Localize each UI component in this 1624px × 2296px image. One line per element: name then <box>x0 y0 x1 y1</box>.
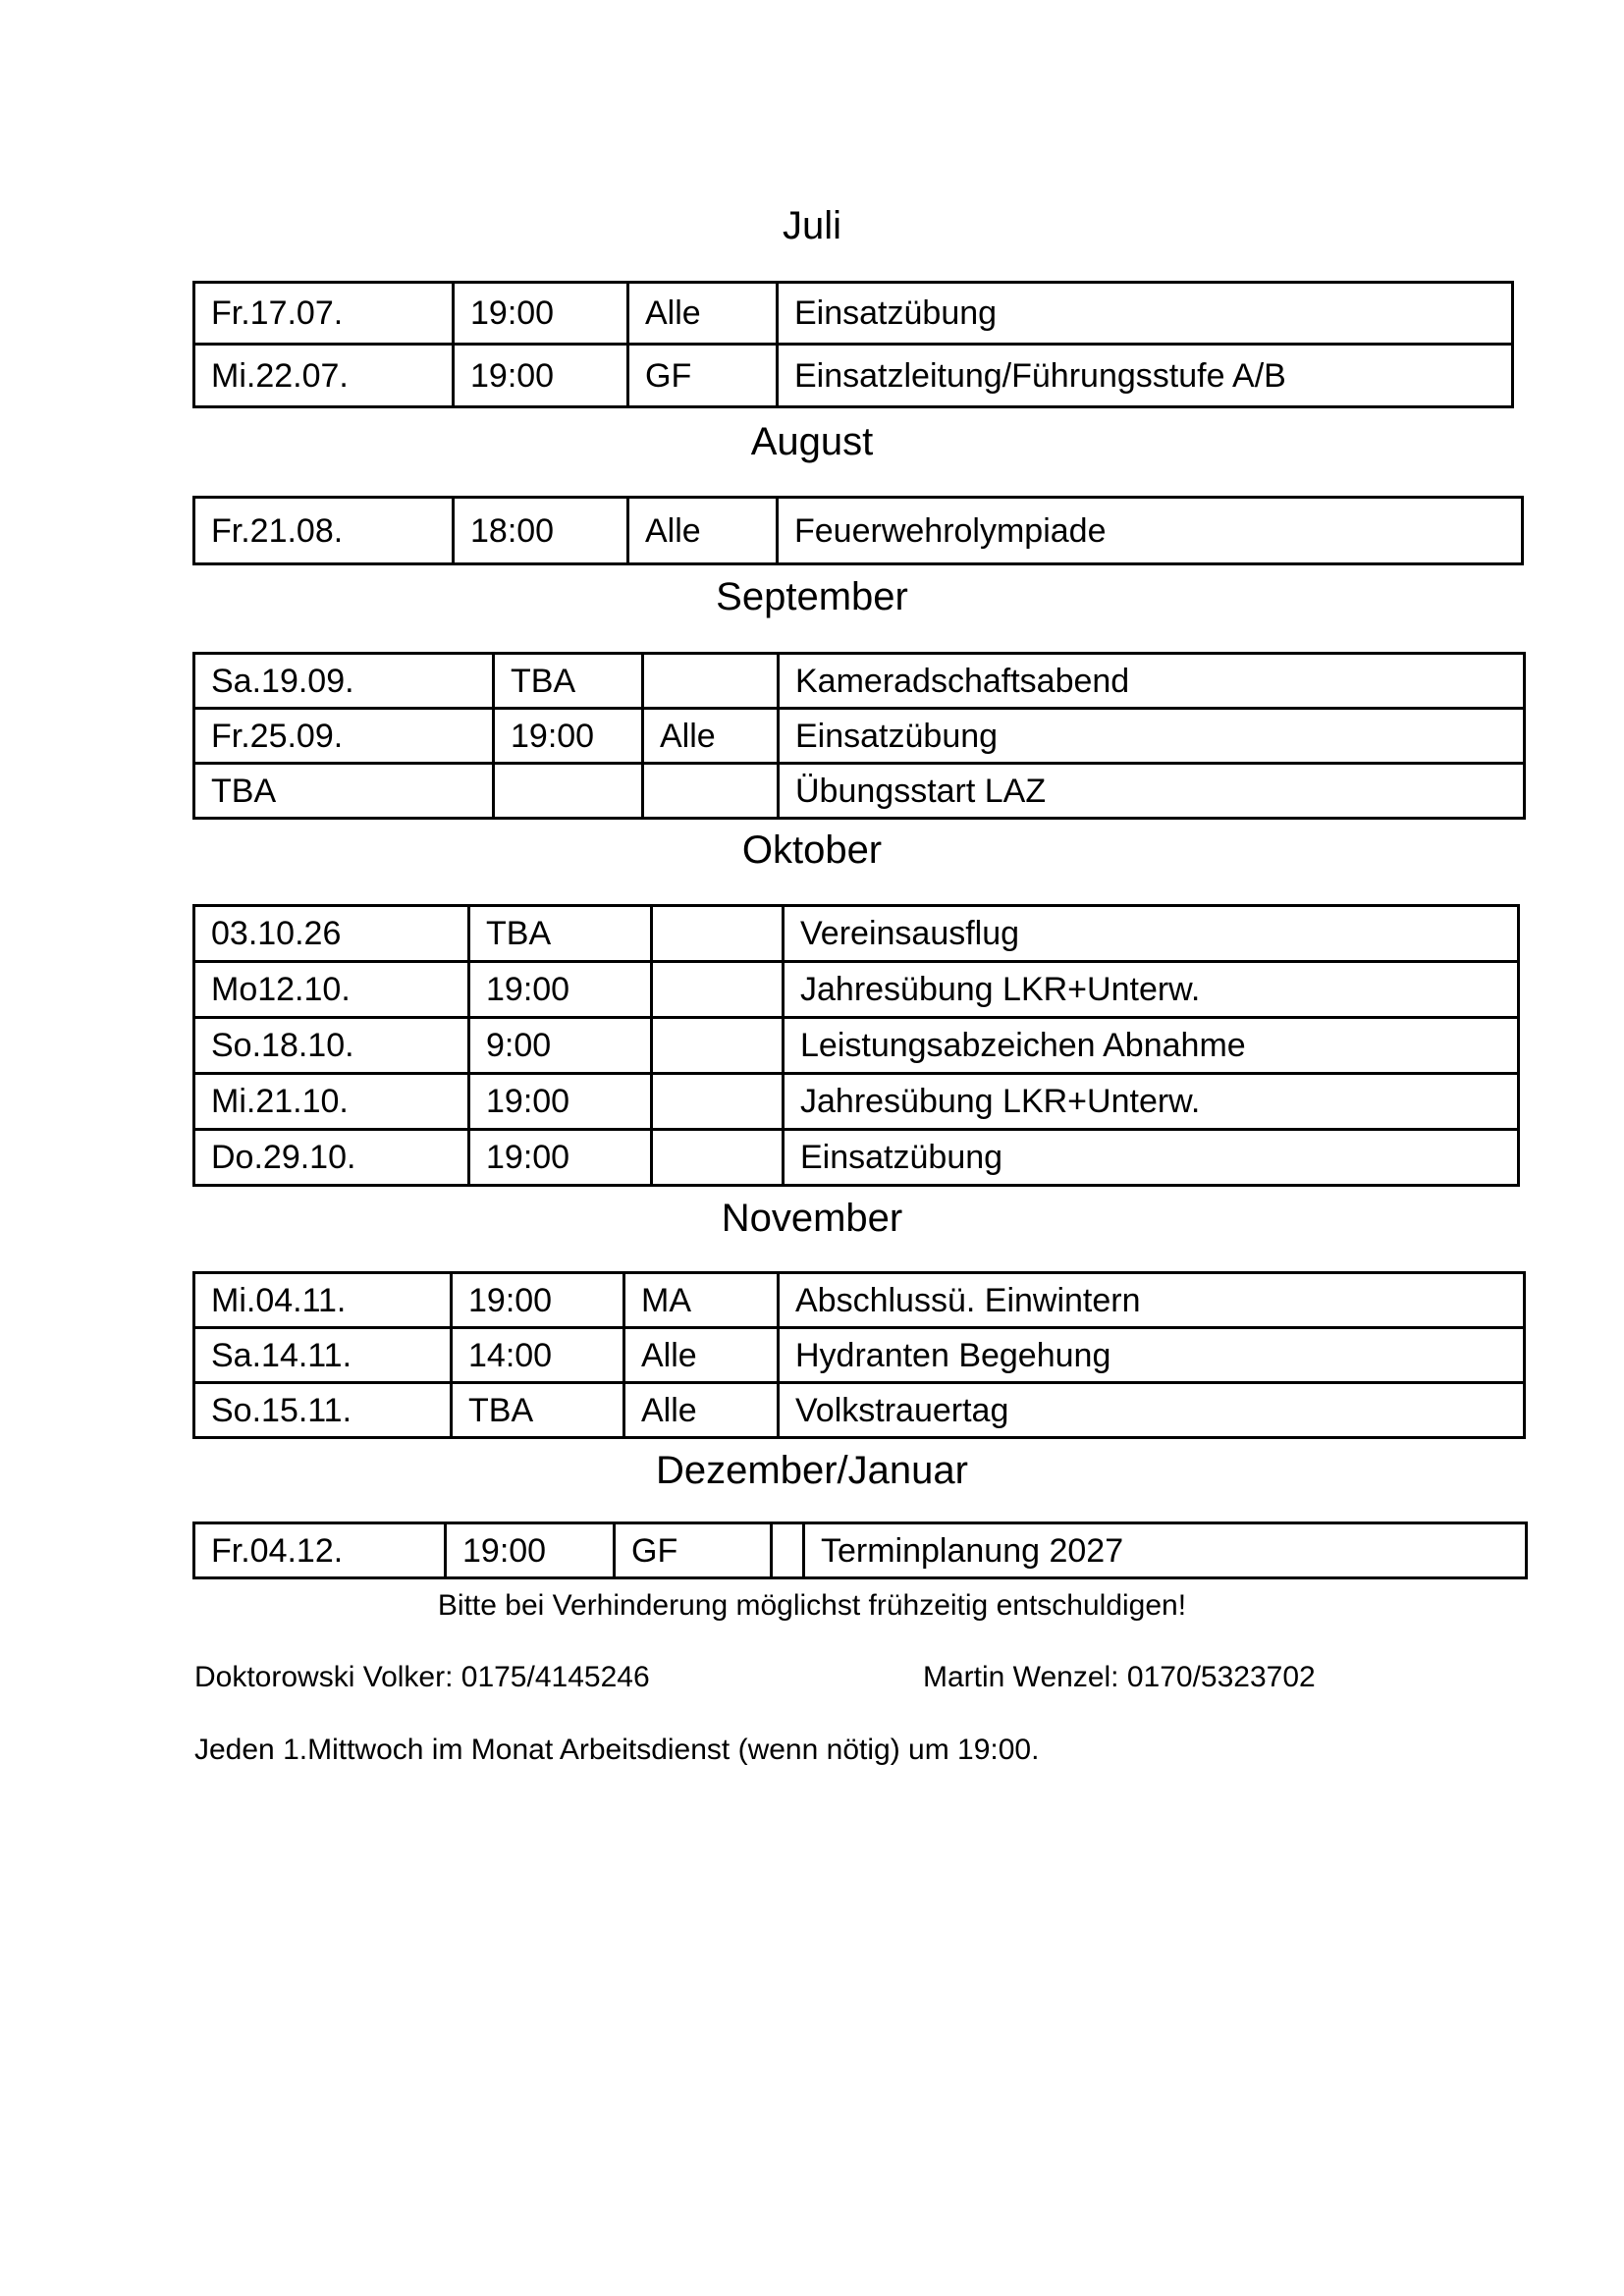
time-cell: 19:00 <box>494 709 643 764</box>
schedule-table-juli <box>192 281 1514 408</box>
date-cell: So.18.10. <box>194 1018 469 1074</box>
table-row <box>194 498 1523 564</box>
month-heading-oktober: Oktober <box>741 828 883 872</box>
date-cell: Sa.14.11. <box>194 1328 452 1383</box>
event-cell: Einsatzübung <box>778 283 1513 345</box>
schedule-table-dezember-januar <box>192 1522 1528 1579</box>
date-cell: Mi.04.11. <box>194 1273 452 1328</box>
date-cell: Fr.25.09. <box>194 709 494 764</box>
table-row <box>194 1328 1525 1383</box>
group-cell: Alle <box>624 1328 779 1383</box>
event-cell: Jahresübung LKR+Unterw. <box>784 1074 1519 1130</box>
schedule-table-september <box>192 652 1526 820</box>
work-service-note: Jeden 1.Mittwoch im Monat Arbeitsdienst (wenn nötig) um 19:00. <box>194 1734 1040 1766</box>
date-cell: Mi.22.07. <box>194 345 454 407</box>
time-cell: 19:00 <box>454 345 628 407</box>
time-cell: 19:00 <box>469 1130 652 1186</box>
table-row <box>194 654 1525 709</box>
date-cell: Mi.21.10. <box>194 1074 469 1130</box>
event-cell: Jahresübung LKR+Unterw. <box>784 962 1519 1018</box>
contact-wenzel: Martin Wenzel: 0170/5323702 <box>923 1661 1316 1693</box>
group-cell <box>652 1130 784 1186</box>
table-row <box>194 1018 1519 1074</box>
group-cell <box>652 1074 784 1130</box>
group-cell <box>652 1018 784 1074</box>
month-heading-november: November <box>721 1197 903 1240</box>
month-heading-august: August <box>750 420 874 463</box>
group-cell <box>643 764 779 819</box>
table-row <box>194 906 1519 962</box>
time-cell: 19:00 <box>454 283 628 345</box>
event-cell: Einsatzleitung/Führungsstufe A/B <box>778 345 1513 407</box>
time-cell: 14:00 <box>452 1328 624 1383</box>
event-cell: Einsatzübung <box>779 709 1525 764</box>
extra-cell <box>772 1523 804 1578</box>
group-cell: MA <box>624 1273 779 1328</box>
date-cell: Sa.19.09. <box>194 654 494 709</box>
time-cell <box>494 764 643 819</box>
event-cell: Vereinsausflug <box>784 906 1519 962</box>
date-cell: 03.10.26 <box>194 906 469 962</box>
schedule-table-oktober <box>192 904 1520 1187</box>
event-cell: Einsatzübung <box>784 1130 1519 1186</box>
month-heading-september: September <box>716 575 908 618</box>
date-cell: Fr.04.12. <box>194 1523 446 1578</box>
group-cell: Alle <box>628 498 778 564</box>
contact-doktorowski: Doktorowski Volker: 0175/4145246 <box>194 1661 650 1693</box>
time-cell: 9:00 <box>469 1018 652 1074</box>
group-cell: Alle <box>628 283 778 345</box>
group-cell: Alle <box>624 1383 779 1438</box>
time-cell: TBA <box>469 906 652 962</box>
event-cell: Abschlussü. Einwintern <box>779 1273 1525 1328</box>
event-cell: Übungsstart LAZ <box>779 764 1525 819</box>
time-cell: TBA <box>452 1383 624 1438</box>
table-row <box>194 764 1525 819</box>
time-cell: 19:00 <box>469 962 652 1018</box>
month-heading-dezember-januar: Dezember/Januar <box>656 1449 968 1492</box>
date-cell: Do.29.10. <box>194 1130 469 1186</box>
table-row <box>194 1383 1525 1438</box>
date-cell: TBA <box>194 764 494 819</box>
group-cell: GF <box>628 345 778 407</box>
excuse-notice: Bitte bei Verhinderung möglichst frühzeitig entschuldigen! <box>437 1589 1187 1622</box>
table-row <box>194 283 1513 345</box>
time-cell: 18:00 <box>454 498 628 564</box>
date-cell: Fr.21.08. <box>194 498 454 564</box>
schedule-table-november <box>192 1271 1526 1439</box>
event-cell: Kameradschaftsabend <box>779 654 1525 709</box>
table-row <box>194 1523 1527 1578</box>
event-cell: Feuerwehrolympiade <box>778 498 1523 564</box>
group-cell <box>652 906 784 962</box>
schedule-table-august <box>192 496 1524 565</box>
group-cell <box>643 654 779 709</box>
time-cell: 19:00 <box>452 1273 624 1328</box>
table-row <box>194 1273 1525 1328</box>
date-cell: Mo12.10. <box>194 962 469 1018</box>
group-cell <box>652 962 784 1018</box>
time-cell: 19:00 <box>469 1074 652 1130</box>
event-cell: Hydranten Begehung <box>779 1328 1525 1383</box>
event-cell: Leistungsabzeichen Abnahme <box>784 1018 1519 1074</box>
event-cell: Terminplanung 2027 <box>804 1523 1527 1578</box>
group-cell: GF <box>615 1523 772 1578</box>
table-row <box>194 1074 1519 1130</box>
time-cell: 19:00 <box>446 1523 615 1578</box>
date-cell: Fr.17.07. <box>194 283 454 345</box>
table-row <box>194 709 1525 764</box>
table-row <box>194 962 1519 1018</box>
table-row <box>194 1130 1519 1186</box>
time-cell: TBA <box>494 654 643 709</box>
table-row <box>194 345 1513 407</box>
date-cell: So.15.11. <box>194 1383 452 1438</box>
event-cell: Volkstrauertag <box>779 1383 1525 1438</box>
group-cell: Alle <box>643 709 779 764</box>
month-heading-juli: Juli <box>782 204 842 247</box>
